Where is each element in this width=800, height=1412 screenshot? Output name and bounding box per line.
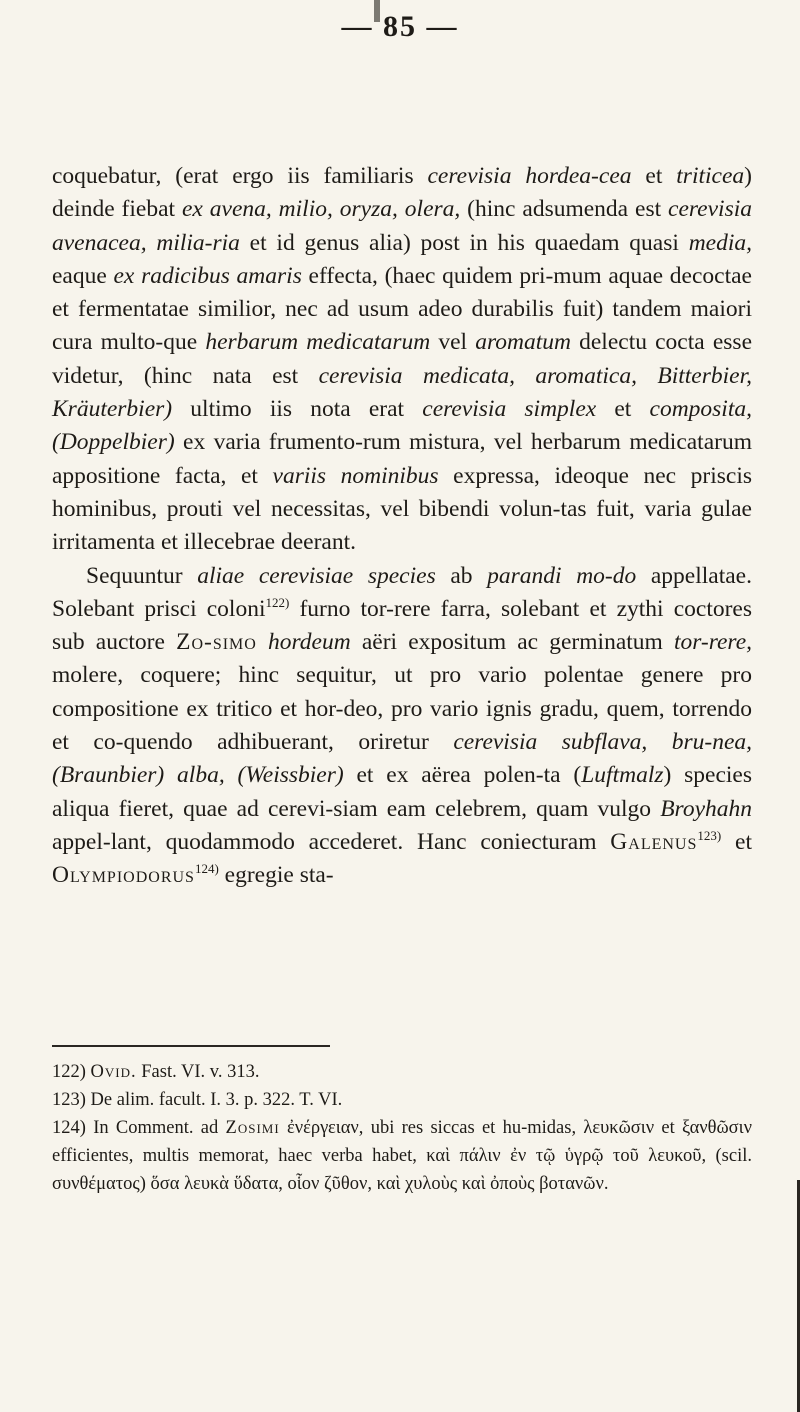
text-run: effecta, (haec quidem pri-mum aquae decoctae et fermentatae similior, nec ad usum adeo durabilis fuit) tandem maiori cura multo-que <box>52 262 752 356</box>
text-run: molere, coquere; hinc sequitur, ut pro vario polentae genere pro compositione ex tritico et hor-deo, pro vario ignis gradu, quem, torrendo et co-quendo adhibuerant, oriretur <box>52 662 752 756</box>
italic-run: cerevisia medicata, aromatica, Bitterbier, Kräuterbier) <box>52 362 753 423</box>
text-run: aëri expositum ac germinatum <box>350 629 674 656</box>
italic-run: aliae cerevisiae species <box>197 562 436 589</box>
text-run: ) deinde fiebat <box>52 163 752 223</box>
text-run: expressa, ideoque nec priscis hominibus, prouti vel necessitas, vel bibendi volun-tas fuit, varia gulae irritamenta et illecebrae deerant. <box>52 462 752 556</box>
italic-run: variis nominibus <box>272 462 439 489</box>
italic-run: cerevisia avenacea, milia-ria <box>52 196 752 256</box>
paragraph-2 <box>52 560 752 893</box>
text-run: Zo-simo <box>176 629 257 656</box>
text-run: et <box>721 828 752 855</box>
italic-run: aromatum <box>475 329 571 356</box>
footnote-124 <box>52 1114 752 1198</box>
text-run: vel <box>430 329 476 356</box>
italic-run: herbarum medicatarum <box>205 329 431 356</box>
text-run <box>257 629 268 655</box>
footnote-123 <box>52 1086 752 1114</box>
text-run: egregie sta- <box>218 862 334 889</box>
text-run: Galenus <box>610 828 698 855</box>
italic-run: media, <box>688 229 752 256</box>
text-run: ex varia frumento-rum mistura, vel herbarum medicatarum appositione facta, et <box>52 429 752 489</box>
text-run: Zosimi <box>225 1118 280 1138</box>
text-run: et <box>631 163 677 189</box>
text-run: Fast. VI. v. 313. <box>136 1062 260 1082</box>
italic-run: parandi mo-do <box>487 562 637 589</box>
text-run: et id genus alia) post in his quaedam quasi <box>239 229 689 256</box>
text-run: Ovid. <box>90 1062 137 1082</box>
italic-run: composita, (Doppelbier) <box>52 396 752 456</box>
italic-run: triticea <box>676 163 745 189</box>
text-run: et <box>596 396 650 423</box>
text-run: Olympiodorus <box>52 862 195 889</box>
text-run: delectu cocta esse videtur, (hinc nata est <box>52 329 752 389</box>
italic-run: Luftmalz <box>581 762 664 789</box>
italic-run: ex avena, milio, oryza, olera, <box>181 196 461 223</box>
paragraph-1 <box>52 160 752 560</box>
text-run: appellatae. Solebant prisci coloni <box>52 562 752 622</box>
italic-run: cerevisia simplex <box>422 396 597 423</box>
text-run: coquebatur, (erat ergo iis familiaris <box>52 163 428 189</box>
text-run: ἐνέργειαν, ubi res siccas et hu-midas, λευκῶσιν et ξανθῶσιν efficientes, multis memorat, haec verba habet, καὶ πάλιν ἐν τῷ ὑγρῷ τοῦ λευκοῦ, (scil. συνθέματος) ὅσα λευκὰ ὕδατα, οἷον ζῦθον, καὶ χυλοὺς καὶ ὀποὺς βοτανῶν. <box>52 1118 752 1194</box>
footnote-ref: 123) <box>697 827 722 843</box>
text-run: appel-lant, quodammodo accederet. Hanc coniecturam <box>52 828 611 855</box>
text-run: 124) In Comment. ad <box>52 1118 226 1138</box>
italic-run: hordeum <box>268 629 351 656</box>
text-run: et ex aërea polen-ta ( <box>343 762 582 789</box>
text-run: ab <box>435 562 488 589</box>
footnote-separator <box>52 1045 330 1047</box>
footnote-ref: 122) <box>265 594 290 610</box>
text-run: 122) <box>52 1062 91 1082</box>
text-run: 123) De alim. facult. I. 3. p. 322. T. VI. <box>52 1090 343 1110</box>
italic-run: cerevisia subflava, bru-nea, (Braunbier) alba, (Weissbier) <box>52 729 752 789</box>
text-run: eaque <box>52 262 114 289</box>
text-run: ultimo iis nota erat <box>172 396 423 423</box>
text-run: ) species aliqua fieret, quae ad cerevi-siam eam celebrem, quam vulgo <box>52 762 753 822</box>
italic-run: tor-rere, <box>673 629 753 656</box>
footnotes <box>52 1058 752 1198</box>
page-number: — 85 — <box>341 10 459 43</box>
italic-run: Broyhahn <box>660 795 752 822</box>
footnote-ref: 124) <box>194 861 219 877</box>
footnote-122 <box>52 1058 752 1086</box>
text-run: (hinc adsumenda est <box>460 196 669 223</box>
text-run: Sequuntur <box>86 562 198 589</box>
text-run: furno tor-rere farra, solebant et zythi coctores sub auctore <box>52 595 753 656</box>
italic-run: ex radicibus amaris <box>113 262 302 289</box>
main-text <box>52 160 752 893</box>
italic-run: cerevisia hordea-cea <box>427 163 632 189</box>
